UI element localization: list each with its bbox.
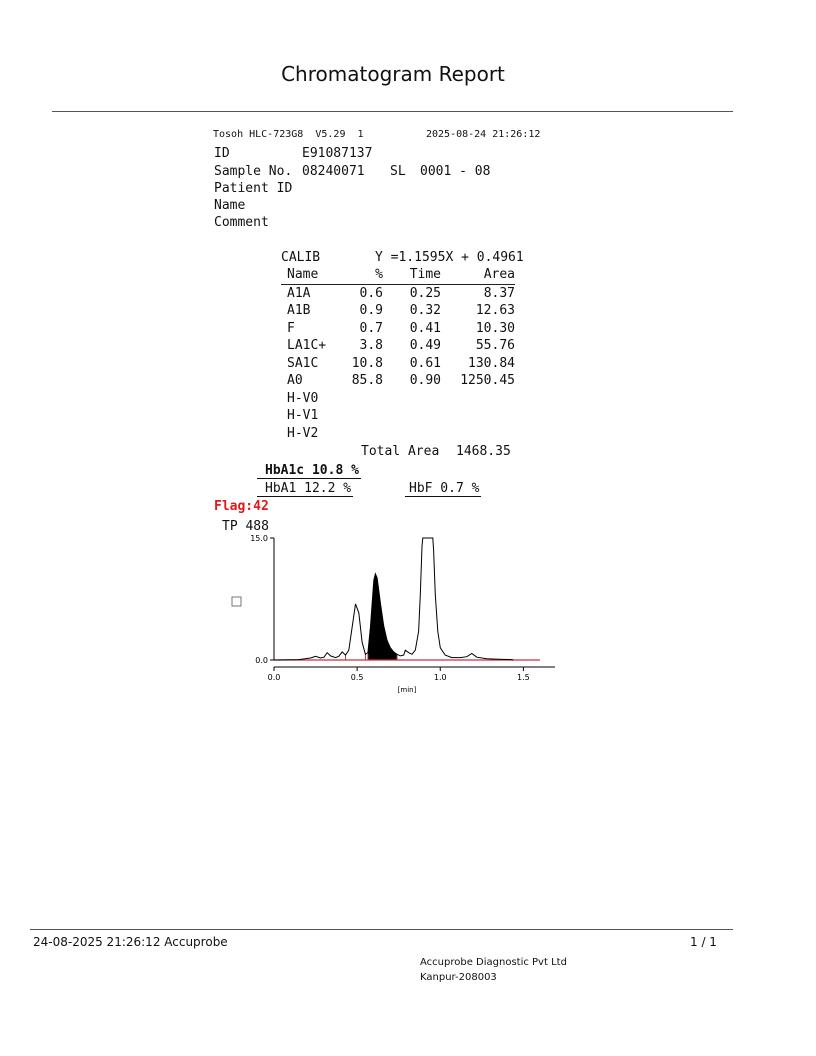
hbf-result: HbF 0.7 % (405, 481, 481, 497)
calibration-equation: Y =1.1595X + 0.4961 (375, 250, 524, 265)
sl-label: SL (390, 164, 406, 179)
peak-time (383, 390, 441, 408)
x-tick-label: 0.0 (267, 673, 281, 682)
table-row (281, 372, 515, 390)
peak-area: 10.30 (475, 320, 515, 336)
chromatogram-trace (274, 538, 513, 660)
id-label: ID (214, 146, 230, 161)
peak-table-header (281, 266, 515, 284)
table-row (281, 407, 515, 425)
report-title: Chromatogram Report (281, 62, 505, 86)
peak-table (281, 266, 515, 442)
total-area-row (361, 444, 511, 459)
peak-area: 8.37 (483, 285, 515, 301)
instrument-version: V5.29 (315, 129, 346, 140)
peak-name: F (287, 320, 295, 336)
peak-name: A1A (287, 285, 311, 301)
top-divider (52, 111, 733, 112)
table-row (281, 302, 515, 320)
table-row (281, 355, 515, 373)
y-tick-label: 0.0 (255, 656, 268, 665)
peak-area (441, 407, 515, 425)
footer-timestamp: 24-08-2025 21:26:12 Accuprobe (33, 935, 228, 949)
peak-name: H-V2 (287, 425, 319, 441)
name-label: Name (214, 198, 246, 213)
peak-area: 12.63 (475, 303, 515, 319)
lab-name: Accuprobe Diagnostic Pvt Ltd (420, 957, 567, 968)
instrument-code: 1 (357, 129, 364, 140)
peak-percent: 0.9 (359, 303, 383, 319)
peak-area: 1250.45 (460, 373, 515, 389)
peak-percent (347, 390, 383, 408)
peak-time: 0.49 (409, 338, 441, 354)
header-percent: % (347, 266, 383, 284)
peak-time: 0.25 (409, 285, 441, 301)
instrument-header (213, 129, 541, 140)
table-row (281, 320, 515, 338)
peak-time: 0.41 (409, 320, 441, 336)
table-row (281, 425, 515, 443)
peak-name: H-V1 (287, 408, 319, 424)
peak-name: LA1C+ (287, 338, 327, 354)
lab-address: Kanpur-208003 (420, 972, 497, 983)
peak-time: 0.90 (409, 373, 441, 389)
total-area-label: Total Area (361, 444, 440, 459)
patient-id-row (214, 181, 292, 196)
x-tick-label: 1.0 (433, 673, 447, 682)
peak-area (441, 425, 515, 443)
x-tick-label: 0.5 (350, 673, 364, 682)
peak-percent: 10.8 (351, 355, 383, 371)
table-row (281, 284, 515, 302)
flag-text: Flag:42 (214, 499, 269, 514)
instrument-model: Tosoh HLC-723G8 (213, 129, 304, 140)
peak-name: A0 (287, 373, 303, 389)
peak-time: 0.61 (409, 355, 441, 371)
peak-area: 130.84 (468, 355, 515, 371)
peak-name: H-V0 (287, 390, 319, 406)
sample-no-label: Sample No. (214, 164, 293, 179)
peak-time: 0.32 (409, 303, 441, 319)
sample-no-value: 08240071 (302, 164, 365, 179)
peak-percent (347, 425, 383, 443)
table-row (281, 337, 515, 355)
header-name: Name (281, 266, 347, 284)
peak-time (383, 425, 441, 443)
id-value: E91087137 (302, 146, 373, 161)
peak-percent: 3.8 (359, 338, 383, 354)
id-row (214, 146, 373, 161)
tp-text: TP 488 (222, 519, 269, 534)
y-unit-glyph (232, 597, 241, 606)
peak-percent: 0.7 (359, 320, 383, 336)
name-row (214, 198, 245, 213)
bottom-divider (30, 929, 733, 930)
y-tick-label: 15.0 (250, 534, 268, 543)
sl-value: 0001 - 08 (420, 164, 491, 179)
total-area-value: 1468.35 (456, 444, 511, 459)
header-area: Area (441, 266, 515, 284)
header-time: Time (383, 266, 441, 284)
page-number: 1 / 1 (690, 935, 717, 949)
instrument-datetime: 2025-08-24 21:26:12 (426, 129, 541, 140)
hba1c-result: HbA1c 10.8 % (257, 463, 361, 479)
peak-percent: 85.8 (351, 373, 383, 389)
x-axis-label: [min] (397, 686, 417, 694)
chromatogram-chart (222, 528, 567, 698)
peak-area (441, 390, 515, 408)
lab-info (420, 955, 567, 985)
x-tick-label: 1.5 (517, 673, 530, 682)
peak-percent (347, 407, 383, 425)
comment-row (214, 215, 269, 230)
comment-label: Comment (214, 215, 269, 230)
table-row (281, 390, 515, 408)
calibration-line (281, 250, 524, 265)
peak-time (383, 407, 441, 425)
peak-name: SA1C (287, 355, 319, 371)
hba1-result: HbA1 12.2 % (257, 481, 353, 497)
peak-name: A1B (287, 303, 311, 319)
patient-id-label: Patient ID (214, 181, 293, 196)
calibration-label: CALIB (281, 250, 321, 265)
peak-percent: 0.6 (359, 285, 383, 301)
peak-area: 55.76 (475, 338, 515, 354)
sample-no-row (214, 164, 491, 179)
